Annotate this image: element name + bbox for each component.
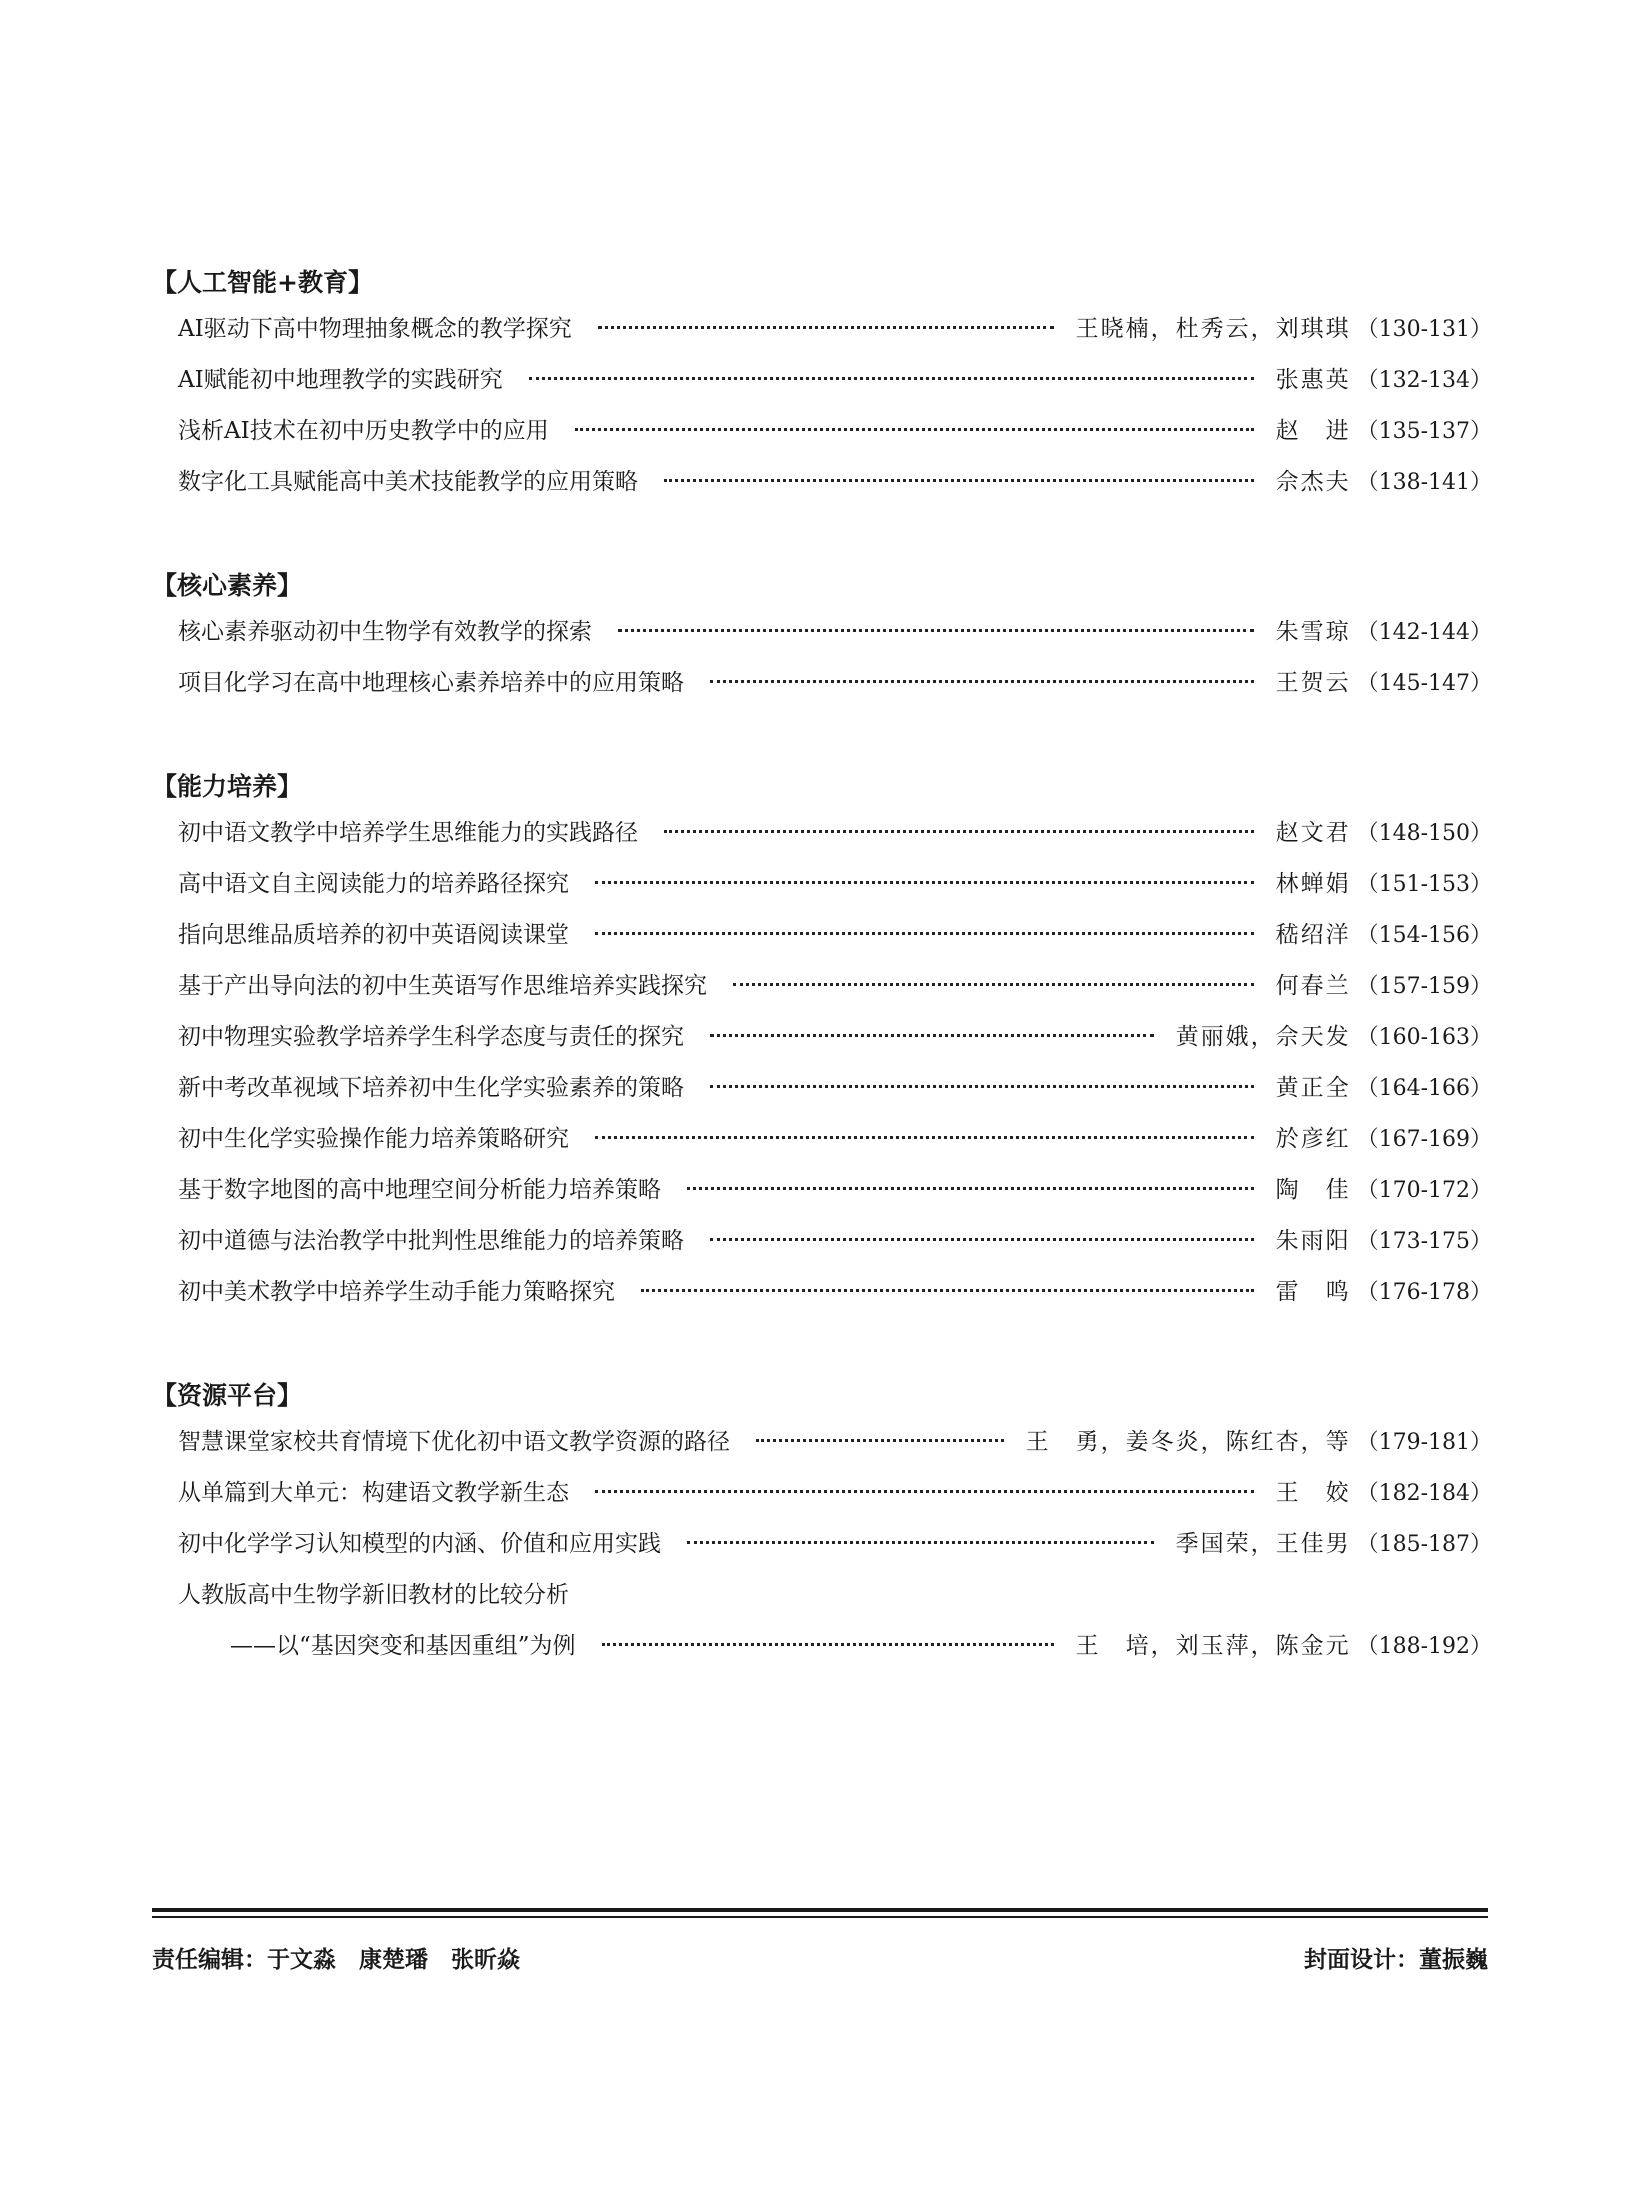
entry-authors: 王 培，刘玉萍，陈金元 bbox=[1075, 1633, 1351, 1659]
entry-pages: （176-178） bbox=[1356, 1280, 1492, 1305]
entry-authors: 於彦红 bbox=[1275, 1126, 1351, 1152]
table-of-contents bbox=[152, 262, 1492, 1672]
entry-authors: 朱雪琼 bbox=[1275, 619, 1351, 645]
dot-leader bbox=[664, 830, 1254, 833]
entry-title: 初中生化学实验操作能力培养策略研究 bbox=[178, 1126, 569, 1152]
toc-section bbox=[152, 262, 1492, 508]
entry-title: ——以“基因突变和基因重组”为例 bbox=[230, 1633, 576, 1659]
toc-entry bbox=[152, 1519, 1492, 1570]
toc-entry bbox=[152, 1267, 1492, 1318]
toc-section bbox=[152, 766, 1492, 1318]
entry-pages: （185-187） bbox=[1356, 1532, 1492, 1557]
entry-authors: 赵 进 bbox=[1275, 418, 1351, 444]
entry-pages: （138-141） bbox=[1356, 470, 1492, 495]
entry-pages: （135-137） bbox=[1356, 419, 1492, 444]
footer-rule-thick bbox=[152, 1908, 1488, 1912]
toc-entry bbox=[152, 658, 1492, 709]
entry-title: 初中美术教学中培养学生动手能力策略探究 bbox=[178, 1279, 615, 1305]
entry-pages: （151-153） bbox=[1356, 872, 1492, 897]
dot-leader bbox=[687, 1187, 1254, 1190]
dot-leader bbox=[618, 629, 1254, 632]
dot-leader bbox=[602, 1643, 1054, 1646]
dot-leader bbox=[756, 1439, 1004, 1442]
toc-entry bbox=[152, 808, 1492, 859]
entry-title: 初中语文教学中培养学生思维能力的实践路径 bbox=[178, 820, 638, 846]
entry-pages: （132-134） bbox=[1356, 368, 1492, 393]
entry-authors: 陶 佳 bbox=[1275, 1177, 1351, 1203]
responsible-editors: 责任编辑：于文淼 康楚璠 张昕焱 bbox=[152, 1947, 520, 1973]
toc-entry bbox=[152, 1468, 1492, 1519]
toc-entry bbox=[152, 1216, 1492, 1267]
entry-pages: （148-150） bbox=[1356, 821, 1492, 846]
toc-entry bbox=[152, 1114, 1492, 1165]
entry-pages: （130-131） bbox=[1356, 317, 1492, 342]
entry-pages: （160-163） bbox=[1356, 1025, 1492, 1050]
entry-title: 数字化工具赋能高中美术技能教学的应用策略 bbox=[178, 469, 638, 495]
entry-title: 从单篇到大单元：构建语文教学新生态 bbox=[178, 1480, 569, 1506]
entry-authors: 张惠英 bbox=[1275, 367, 1351, 393]
dot-leader bbox=[710, 680, 1254, 683]
toc-section bbox=[152, 565, 1492, 709]
toc-entry bbox=[152, 1165, 1492, 1216]
toc-entry bbox=[152, 607, 1492, 658]
entry-title: 核心素养驱动初中生物学有效教学的探索 bbox=[178, 619, 592, 645]
entry-pages: （182-184） bbox=[1356, 1481, 1492, 1506]
entry-pages: （157-159） bbox=[1356, 974, 1492, 999]
entry-authors: 季国荣，王佳男 bbox=[1175, 1531, 1351, 1557]
dot-leader bbox=[687, 1541, 1154, 1544]
entry-title: 基于产出导向法的初中生英语写作思维培养实践探究 bbox=[178, 973, 707, 999]
entry-authors: 王贺云 bbox=[1275, 670, 1351, 696]
entry-authors: 王晓楠，杜秀云，刘琪琪 bbox=[1075, 316, 1351, 342]
toc-entry bbox=[152, 961, 1492, 1012]
section-heading: 【资源平台】 bbox=[152, 1381, 303, 1410]
entry-pages: （142-144） bbox=[1356, 620, 1492, 645]
entry-authors: 雷 鸣 bbox=[1275, 1279, 1351, 1305]
dot-leader bbox=[595, 932, 1254, 935]
entry-title: 初中化学学习认知模型的内涵、价值和应用实践 bbox=[178, 1531, 661, 1557]
dot-leader bbox=[595, 1136, 1254, 1139]
entry-title: 浅析AI技术在初中历史教学中的应用 bbox=[178, 418, 549, 444]
entry-authors: 王 姣 bbox=[1275, 1480, 1351, 1506]
entry-authors: 赵文君 bbox=[1275, 820, 1351, 846]
entry-authors: 嵇绍洋 bbox=[1275, 922, 1351, 948]
section-heading: 【核心素养】 bbox=[152, 571, 303, 600]
entry-pages: （173-175） bbox=[1356, 1229, 1492, 1254]
entry-authors: 朱雨阳 bbox=[1275, 1228, 1351, 1254]
entry-authors: 王 勇，姜冬炎，陈红杏，等 bbox=[1025, 1429, 1351, 1455]
credits-footer bbox=[152, 1940, 1488, 1980]
toc-entry bbox=[152, 304, 1492, 355]
toc-entry bbox=[152, 1417, 1492, 1468]
toc-section bbox=[152, 1375, 1492, 1672]
entry-pages: （164-166） bbox=[1356, 1076, 1492, 1101]
toc-entry bbox=[152, 1570, 1492, 1621]
entry-pages: （167-169） bbox=[1356, 1127, 1492, 1152]
entry-title: AI赋能初中地理教学的实践研究 bbox=[178, 367, 503, 393]
entry-pages: （188-192） bbox=[1356, 1634, 1492, 1659]
dot-leader bbox=[710, 1085, 1254, 1088]
entry-pages: （154-156） bbox=[1356, 923, 1492, 948]
toc-entry bbox=[152, 457, 1492, 508]
toc-entry bbox=[152, 859, 1492, 910]
entry-title: 新中考改革视域下培养初中生化学实验素养的策略 bbox=[178, 1075, 684, 1101]
entry-authors: 林蝉娟 bbox=[1275, 871, 1351, 897]
dot-leader bbox=[575, 428, 1254, 431]
entry-title: 项目化学习在高中地理核心素养培养中的应用策略 bbox=[178, 670, 684, 696]
entry-authors: 佘杰夫 bbox=[1275, 469, 1351, 495]
entry-title: AI驱动下高中物理抽象概念的教学探究 bbox=[178, 316, 572, 342]
entry-title: 初中道德与法治教学中批判性思维能力的培养策略 bbox=[178, 1228, 684, 1254]
toc-entry bbox=[152, 910, 1492, 961]
section-heading: 【人工智能+教育】 bbox=[152, 268, 373, 297]
entry-title: 人教版高中生物学新旧教材的比较分析 bbox=[178, 1582, 569, 1608]
dot-leader bbox=[664, 479, 1254, 482]
entry-pages: （179-181） bbox=[1356, 1430, 1492, 1455]
footer-rule-thin bbox=[152, 1916, 1488, 1918]
toc-entry bbox=[152, 406, 1492, 457]
entry-authors: 黄正全 bbox=[1275, 1075, 1351, 1101]
entry-title: 初中物理实验教学培养学生科学态度与责任的探究 bbox=[178, 1024, 684, 1050]
dot-leader bbox=[529, 377, 1254, 380]
entry-pages: （170-172） bbox=[1356, 1178, 1492, 1203]
dot-leader bbox=[710, 1034, 1154, 1037]
dot-leader bbox=[710, 1238, 1254, 1241]
dot-leader bbox=[641, 1289, 1254, 1292]
dot-leader bbox=[595, 1490, 1254, 1493]
dot-leader bbox=[733, 983, 1254, 986]
toc-entry-subtitle bbox=[152, 1621, 1492, 1672]
entry-title: 基于数字地图的高中地理空间分析能力培养策略 bbox=[178, 1177, 661, 1203]
toc-entry bbox=[152, 1012, 1492, 1063]
toc-entry bbox=[152, 1063, 1492, 1114]
dot-leader bbox=[595, 881, 1254, 884]
entry-authors: 黄丽娥，佘天发 bbox=[1175, 1024, 1351, 1050]
entry-authors: 何春兰 bbox=[1275, 973, 1351, 999]
dot-leader bbox=[598, 326, 1054, 329]
entry-pages: （145-147） bbox=[1356, 671, 1492, 696]
entry-title: 指向思维品质培养的初中英语阅读课堂 bbox=[178, 922, 569, 948]
section-heading: 【能力培养】 bbox=[152, 772, 303, 801]
entry-title: 智慧课堂家校共育情境下优化初中语文教学资源的路径 bbox=[178, 1429, 730, 1455]
entry-title: 高中语文自主阅读能力的培养路径探究 bbox=[178, 871, 569, 897]
cover-designer: 封面设计：董振巍 bbox=[1304, 1947, 1488, 1973]
toc-entry bbox=[152, 355, 1492, 406]
